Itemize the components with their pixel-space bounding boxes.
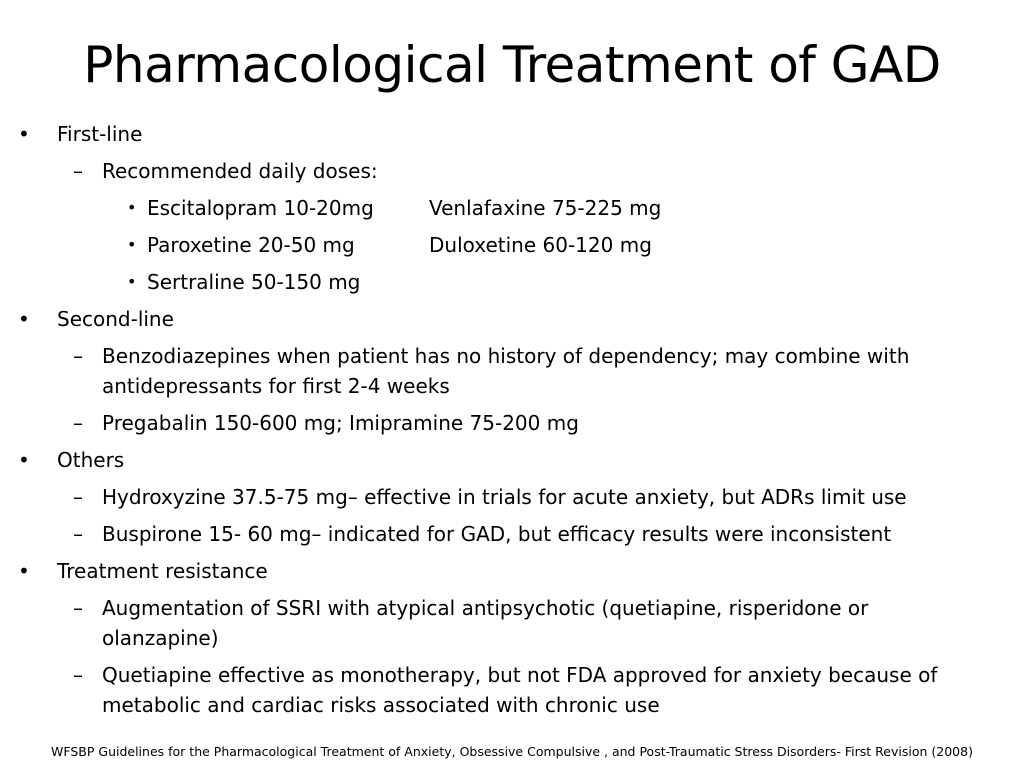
section-heading: First-line [57, 122, 143, 146]
dose-text: Escitalopram 10-20mg [147, 196, 374, 220]
footer-citation: WFSBP Guidelines for the Pharmacological Treatment of Anxiety, Obsessive Compulsive , and Post-Traumatic Stress Disorders- First Revision (2008) [51, 744, 973, 759]
bullet-dash-icon: – [73, 596, 83, 620]
list-item-text: Hydroxyzine 37.5-75 mg– effective in trials for acute anxiety, but ADRs limit use [102, 485, 907, 509]
list-item-text: Recommended daily doses: [102, 159, 378, 183]
section-heading: Others [57, 448, 125, 472]
bullet-dash-icon: – [73, 344, 83, 368]
list-item-text: Benzodiazepines when patient has no history of dependency; may combine with [102, 344, 910, 368]
list-item-text: Pregabalin 150-600 mg; Imipramine 75-200 mg [102, 411, 579, 435]
list-item-text: Augmentation of SSRI with atypical antipsychotic (quetiapine, risperidone or [102, 596, 869, 620]
section-heading: Treatment resistance [57, 559, 268, 583]
list-item-text-continued: antidepressants for first 2-4 weeks [102, 374, 450, 398]
bullet-dash-icon: – [73, 411, 83, 435]
dose-text: Paroxetine 20-50 mg [147, 233, 355, 257]
section-heading: Second-line [57, 307, 174, 331]
dose-text-alt: Duloxetine 60-120 mg [429, 233, 652, 257]
list-item-text-continued: olanzapine) [102, 626, 219, 650]
bullet-dot-icon: • [127, 235, 137, 254]
bullet-dot-icon: • [18, 559, 30, 583]
bullet-dot-icon: • [127, 198, 137, 217]
bullet-dot-icon: • [127, 272, 137, 291]
bullet-dash-icon: – [73, 663, 83, 687]
bullet-dot-icon: • [18, 448, 30, 472]
list-item-text: Buspirone 15- 60 mg– indicated for GAD, but efficacy results were inconsistent [102, 522, 892, 546]
bullet-dot-icon: • [18, 122, 30, 146]
list-item-text: Quetiapine effective as monotherapy, but not FDA approved for anxiety because of [102, 663, 938, 687]
bullet-dash-icon: – [73, 159, 83, 183]
bullet-dot-icon: • [18, 307, 30, 331]
bullet-dash-icon: – [73, 485, 83, 509]
list-item-text-continued: metabolic and cardiac risks associated with chronic use [102, 693, 660, 717]
slide-title: Pharmacological Treatment of GAD [83, 36, 941, 94]
dose-text: Sertraline 50-150 mg [147, 270, 361, 294]
dose-text-alt: Venlafaxine 75-225 mg [429, 196, 662, 220]
bullet-dash-icon: – [73, 522, 83, 546]
